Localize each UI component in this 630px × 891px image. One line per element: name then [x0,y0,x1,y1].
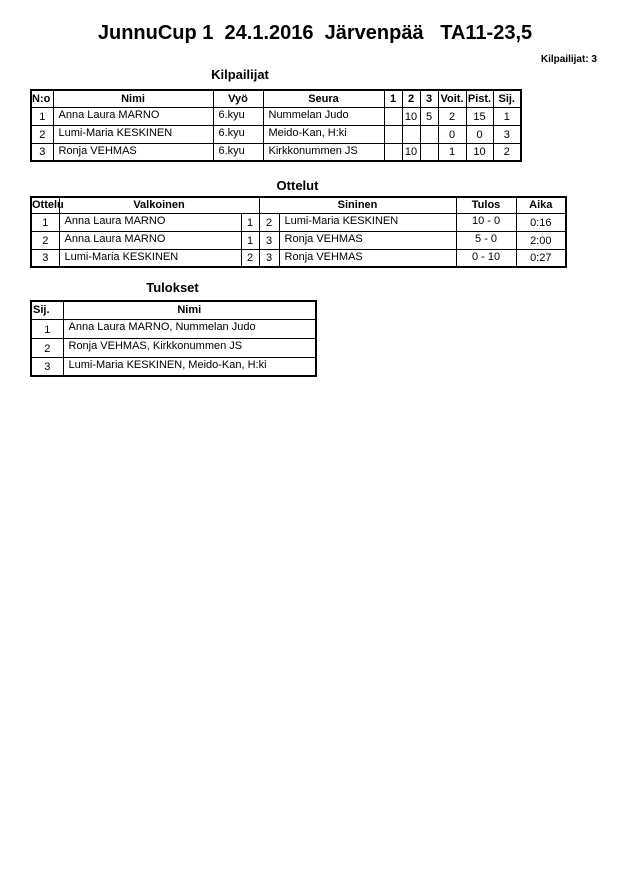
header-score-3: 3 [420,90,438,107]
col-nimi: Anna Laura MARNO [53,107,213,125]
col-no: 2 [31,125,53,143]
col-score-3 [420,125,438,143]
col-nimi: Lumi-Maria KESKINEN, Meido-Kan, H:ki [63,357,316,376]
col-score-1 [384,107,402,125]
table-row [31,107,521,125]
header-tulos: Tulos [456,197,516,213]
col-voit: 1 [438,143,466,161]
col-blue-no: 3 [259,231,279,249]
col-match-no: 1 [31,213,59,231]
col-score-1 [384,125,402,143]
col-tulos: 10 - 0 [456,213,516,231]
col-white-no: 2 [241,249,259,267]
col-sininen: Ronja VEHMAS [279,249,456,267]
col-valkoinen: Lumi-Maria KESKINEN [59,249,241,267]
ottelut-table [30,196,567,268]
table-row [31,249,566,267]
col-aika: 2:00 [516,231,566,249]
header-vyo: Vyö [213,90,263,107]
col-sininen: Lumi-Maria KESKINEN [279,213,456,231]
col-voit: 2 [438,107,466,125]
col-pist: 15 [466,107,493,125]
header-score-1: 1 [384,90,402,107]
col-score-3: 5 [420,107,438,125]
ottelut-heading: Ottelut [276,178,319,193]
col-valkoinen: Anna Laura MARNO [59,231,241,249]
table-row [31,357,316,376]
col-vyo: 6.kyu [213,143,263,161]
col-tulos: 0 - 10 [456,249,516,267]
col-score-3 [420,143,438,161]
header-seura: Seura [263,90,384,107]
kilpailijat-heading: Kilpailijat [211,67,269,82]
tulokset-table [30,300,317,377]
col-aika: 0:27 [516,249,566,267]
col-valkoinen: Anna Laura MARNO [59,213,241,231]
page-title: JunnuCup 1 24.1.2016 Järvenpää TA11-23,5 [97,22,533,44]
col-match-no: 2 [31,231,59,249]
col-nimi: Ronja VEHMAS, Kirkkonummen JS [63,338,316,357]
col-tulos: 5 - 0 [456,231,516,249]
header-sininen: Sininen [259,197,456,213]
table-row [31,213,566,231]
ottelut-header-row [31,197,566,213]
col-no: 3 [31,143,53,161]
col-sij: 2 [31,338,63,357]
header-nimi: Nimi [53,90,213,107]
col-vyo: 6.kyu [213,125,263,143]
header-valkoinen: Valkoinen [59,197,259,213]
table-row [31,338,316,357]
header-score-2: 2 [402,90,420,107]
col-white-no: 1 [241,213,259,231]
col-seura: Nummelan Judo [263,107,384,125]
table-row [31,125,521,143]
kilpailijat-table [30,89,522,162]
col-score-1 [384,143,402,161]
header-voit: Voit. [438,90,466,107]
col-white-no: 1 [241,231,259,249]
kilpailijat-header-row [31,90,521,107]
header-pist: Pist. [466,90,493,107]
header-sij: Sij. [493,90,521,107]
col-nimi: Anna Laura MARNO, Nummelan Judo [63,319,316,338]
col-score-2: 10 [402,143,420,161]
col-pist: 10 [466,143,493,161]
col-seura: Meido-Kan, H:ki [263,125,384,143]
col-sininen: Ronja VEHMAS [279,231,456,249]
table-row [31,231,566,249]
tulokset-heading: Tulokset [146,280,199,295]
col-voit: 0 [438,125,466,143]
col-sij: 2 [493,143,521,161]
tulokset-header-row [31,301,316,319]
competitors-count-label: Kilpailijat: 3 [540,54,597,65]
col-sij: 3 [493,125,521,143]
col-pist: 0 [466,125,493,143]
col-sij: 3 [31,357,63,376]
col-vyo: 6.kyu [213,107,263,125]
col-aika: 0:16 [516,213,566,231]
table-row [31,143,521,161]
col-nimi: Ronja VEHMAS [53,143,213,161]
table-row [31,319,316,338]
col-sij: 1 [493,107,521,125]
col-no: 1 [31,107,53,125]
header-ottelu: Ottelu [31,197,59,213]
col-nimi: Lumi-Maria KESKINEN [53,125,213,143]
header-sij: Sij. [31,301,63,319]
col-match-no: 3 [31,249,59,267]
col-blue-no: 2 [259,213,279,231]
col-sij: 1 [31,319,63,338]
header-aika: Aika [516,197,566,213]
col-blue-no: 3 [259,249,279,267]
header-nimi: Nimi [63,301,316,319]
col-seura: Kirkkonummen JS [263,143,384,161]
col-score-2: 10 [402,107,420,125]
col-score-2 [402,125,420,143]
header-no: N:o [31,90,53,107]
